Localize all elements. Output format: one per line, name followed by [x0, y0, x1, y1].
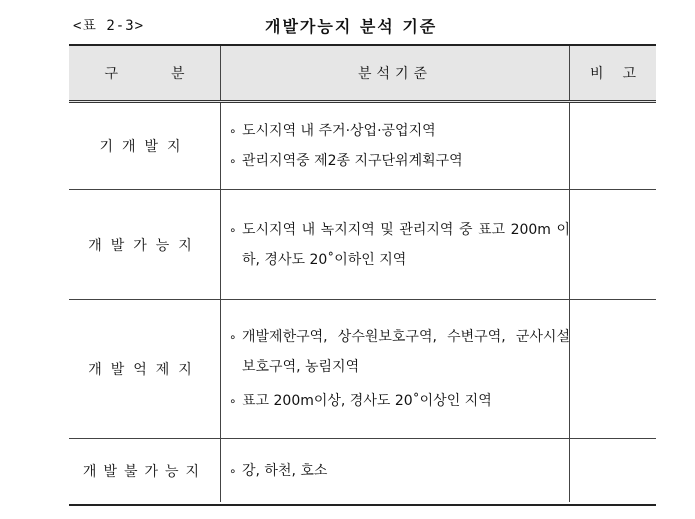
criteria-item-text: 관리지역중 제2종 지구단위계획구역 — [242, 153, 463, 169]
table-header-row — [69, 46, 656, 103]
header-category-part: 구 — [104, 66, 119, 82]
header-note-part: 고 — [622, 66, 636, 82]
bullet-icon: ∘ — [229, 463, 237, 478]
bullet-icon: ∘ — [229, 154, 237, 168]
row-note-cell — [570, 103, 656, 189]
header-note-part: 비 — [590, 66, 604, 82]
criteria-item — [229, 322, 570, 382]
criteria-item — [229, 456, 327, 486]
row-category-cell — [69, 190, 220, 299]
criteria-item-text: 도시지역 내 녹지지역 및 관리지역 중 표고 200m 이하, 경사도 20˚이하인 지역 — [242, 221, 570, 268]
bullet-icon: ∘ — [229, 124, 237, 138]
header-note — [570, 46, 656, 100]
header-criteria-label: 분석기준 — [357, 66, 433, 82]
bullet-icon: ∘ — [229, 222, 237, 237]
row-note-cell — [570, 439, 656, 502]
row-criteria-cell — [221, 300, 569, 438]
criteria-item — [229, 386, 570, 416]
row-criteria-cell — [221, 103, 569, 189]
row-category-cell — [69, 103, 220, 189]
criteria-item-text: 개발제한구역, 상수원보호구역, 수변구역, 군사시설 보호구역, 농림지역 — [242, 329, 570, 375]
row-criteria-cell — [221, 439, 569, 502]
table-row — [69, 103, 656, 190]
criteria-item — [229, 116, 463, 146]
row-criteria-cell — [221, 190, 569, 299]
row-note-cell — [570, 300, 656, 438]
bullet-icon: ∘ — [229, 394, 237, 408]
criteria-item-text: 강, 하천, 호소 — [242, 462, 328, 479]
row-category: 개발억제지 — [88, 362, 201, 378]
header-criteria — [221, 46, 569, 100]
criteria-item-text: 도시지역 내 주거·상업·공업지역 — [242, 123, 436, 139]
row-note-cell — [570, 190, 656, 299]
criteria-item — [229, 146, 463, 176]
analysis-criteria-table — [69, 44, 656, 506]
table-caption-title: 개발가능지 분석 기준 — [265, 17, 438, 36]
table-row — [69, 439, 656, 502]
table-row — [69, 190, 656, 300]
table-caption-label: <표 2-3> — [73, 18, 145, 34]
bullet-icon: ∘ — [229, 330, 237, 344]
row-category: 개발불가능지 — [82, 463, 207, 480]
row-category: 개발가능지 — [88, 237, 201, 254]
criteria-item — [229, 215, 570, 275]
row-category-cell — [69, 300, 220, 438]
row-category-cell — [69, 439, 220, 502]
header-category — [69, 46, 220, 100]
table-row — [69, 300, 656, 439]
header-category-part: 분 — [170, 66, 185, 82]
row-category: 기개발지 — [99, 139, 190, 155]
criteria-item-text: 표고 200m이상, 경사도 20˚이상인 지역 — [242, 393, 492, 409]
